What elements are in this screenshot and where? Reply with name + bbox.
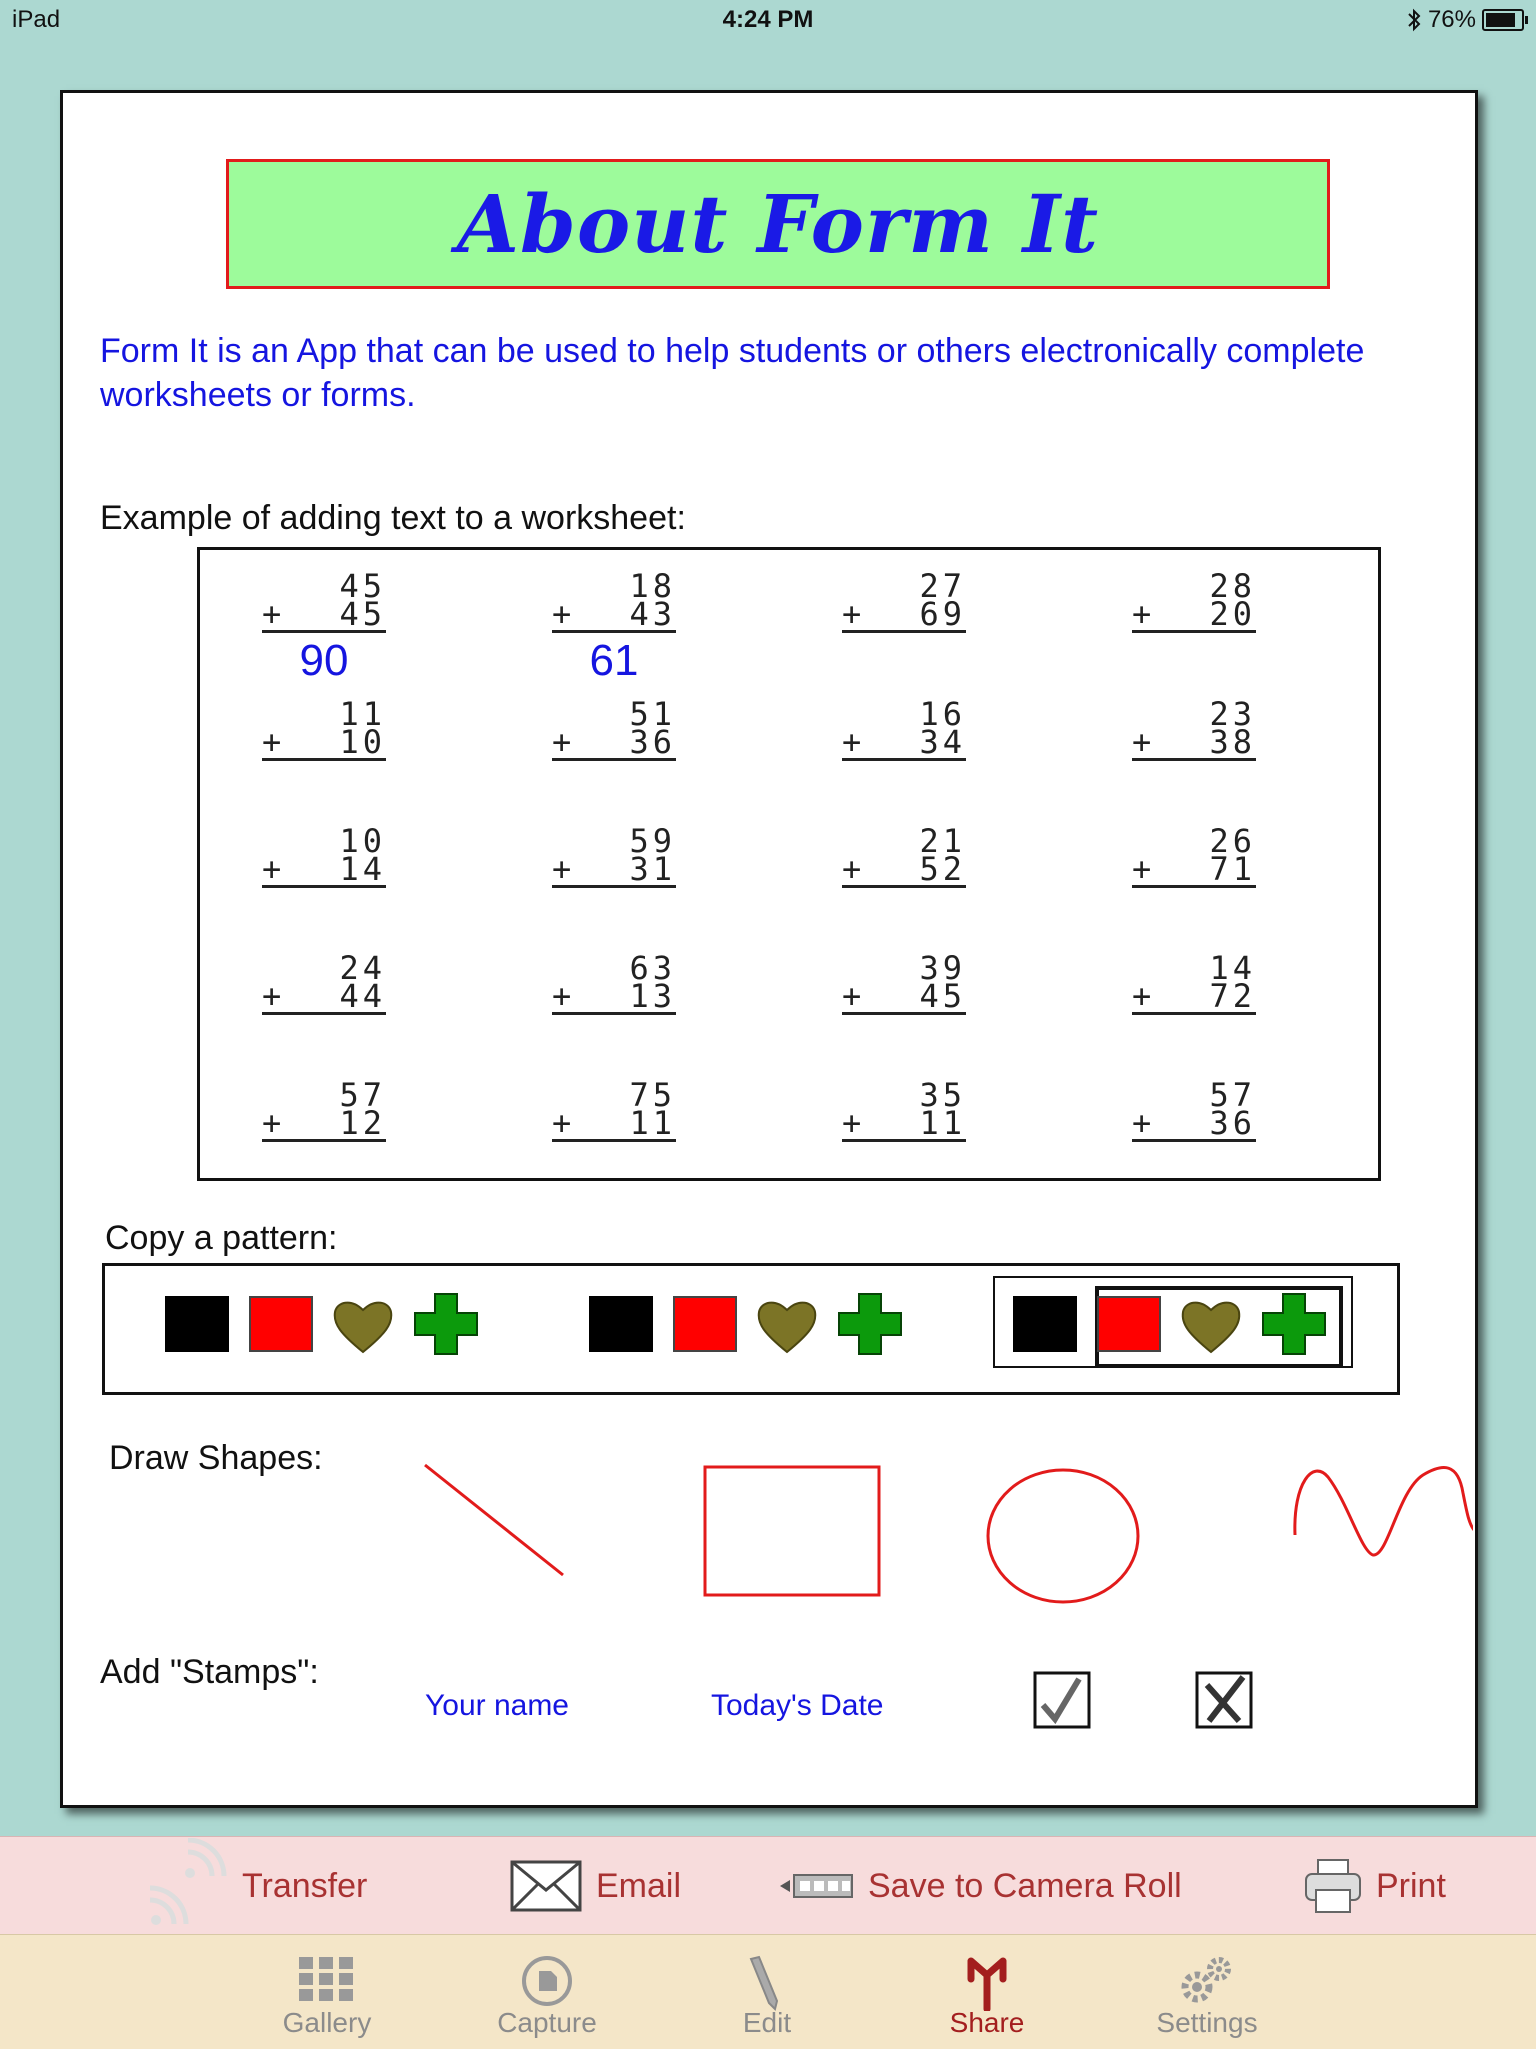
black-square <box>1013 1296 1077 1352</box>
heart-icon <box>331 1296 395 1356</box>
addend-top: 26 <box>1209 822 1256 860</box>
addend-top: 51 <box>629 695 676 733</box>
save-camera-roll-button[interactable] <box>778 1837 1182 1935</box>
addend-top: 27 <box>919 567 966 605</box>
example-label: Example of adding text to a worksheet: <box>100 499 686 537</box>
addend-top: 10 <box>339 822 386 860</box>
addition-problem[interactable] <box>1132 949 1256 1015</box>
pattern-box <box>102 1263 1400 1395</box>
pencil-icon <box>737 1955 797 2011</box>
plus-sign: + <box>842 850 866 888</box>
heart-icon <box>755 1296 819 1356</box>
drawn-rectangle <box>705 1467 879 1595</box>
addend-top: 24 <box>339 949 386 987</box>
worksheet <box>197 547 1381 1181</box>
addend-bottom-row <box>552 723 676 761</box>
plus-sign: + <box>842 1104 866 1142</box>
addend-bottom: 20 <box>1209 595 1256 633</box>
plus-icon <box>837 1292 903 1356</box>
share-arrows-icon <box>957 1955 1017 2011</box>
addend-bottom-row <box>1132 977 1256 1015</box>
intro-text: Form It is an App that can be used to help students or others electronically complete worksheets or forms. <box>100 332 1365 414</box>
tab-share-label: Share <box>949 2007 1025 2038</box>
document-page[interactable] <box>60 90 1478 1808</box>
addend-bottom-row <box>842 1104 966 1142</box>
red-square <box>673 1296 737 1352</box>
addend-bottom-row <box>1132 1104 1256 1142</box>
envelope-icon <box>510 1860 582 1912</box>
plus-icon <box>1261 1292 1327 1356</box>
tab-bar <box>0 1934 1536 2049</box>
plus-sign: + <box>552 595 576 633</box>
tab-edit-label: Edit <box>742 2007 792 2038</box>
battery-icon <box>1482 9 1524 31</box>
addend-bottom-row <box>842 977 966 1015</box>
addition-problem[interactable] <box>262 949 386 1015</box>
plus-icon <box>413 1292 479 1356</box>
addend-bottom-row <box>262 723 386 761</box>
stamps-label: Add "Stamps": <box>100 1653 319 1691</box>
plus-sign: + <box>842 595 866 633</box>
addend-bottom-row <box>1132 595 1256 633</box>
plus-sign: + <box>262 595 286 633</box>
plus-sign: + <box>262 977 286 1015</box>
plus-sign: + <box>262 850 286 888</box>
print-label: Print <box>1376 1866 1446 1905</box>
drawn-wave <box>1295 1468 1473 1556</box>
addition-problem[interactable] <box>1132 1076 1256 1142</box>
addition-problem[interactable] <box>552 695 676 761</box>
addend-bottom: 45 <box>339 595 386 633</box>
addition-problem[interactable] <box>262 822 386 888</box>
plus-sign: + <box>1132 850 1156 888</box>
addend-bottom-row <box>1132 723 1256 761</box>
printer-icon <box>1304 1858 1362 1914</box>
addend-bottom-row <box>842 850 966 888</box>
addend-top: 59 <box>629 822 676 860</box>
addend-bottom: 11 <box>629 1104 676 1142</box>
addition-problem[interactable] <box>552 1076 676 1142</box>
addend-top: 28 <box>1209 567 1256 605</box>
transfer-button[interactable] <box>148 1837 367 1935</box>
drawn-shapes <box>413 1453 1473 1643</box>
plus-sign: + <box>1132 723 1156 761</box>
gears-icon <box>1177 1955 1237 2007</box>
addition-problem[interactable] <box>842 1076 966 1142</box>
red-square <box>249 1296 313 1352</box>
addend-bottom: 11 <box>919 1104 966 1142</box>
plus-sign: + <box>1132 595 1156 633</box>
addend-bottom: 45 <box>919 977 966 1015</box>
addend-bottom: 13 <box>629 977 676 1015</box>
addend-bottom: 31 <box>629 850 676 888</box>
addend-top: 14 <box>1209 949 1256 987</box>
share-toolbar <box>0 1836 1536 1935</box>
camera-roll-label: Save to Camera Roll <box>868 1866 1182 1905</box>
addend-top: 35 <box>919 1076 966 1114</box>
email-label: Email <box>596 1866 682 1905</box>
addend-top: 63 <box>629 949 676 987</box>
addition-problem[interactable] <box>262 1076 386 1142</box>
addend-bottom: 71 <box>1209 850 1256 888</box>
addition-problem[interactable] <box>842 695 966 761</box>
addition-problem[interactable] <box>1132 695 1256 761</box>
addend-top: 18 <box>629 567 676 605</box>
plus-sign: + <box>552 850 576 888</box>
addend-bottom: 36 <box>1209 1104 1256 1142</box>
tab-settings-label: Settings <box>1156 2007 1258 2038</box>
addition-problem[interactable] <box>842 822 966 888</box>
addition-problem[interactable] <box>842 567 966 633</box>
addend-bottom-row <box>552 595 676 633</box>
plus-sign: + <box>262 723 286 761</box>
addend-bottom: 34 <box>919 723 966 761</box>
film-strip-icon <box>778 1871 854 1901</box>
addend-top: 16 <box>919 695 966 733</box>
email-button[interactable] <box>510 1837 681 1935</box>
addend-bottom-row <box>842 723 966 761</box>
grid-icon <box>297 1955 357 2003</box>
stamp-your-name[interactable]: Your name <box>425 1689 569 1722</box>
plus-sign: + <box>1132 977 1156 1015</box>
addend-bottom: 72 <box>1209 977 1256 1015</box>
wifi-transfer-icon <box>148 1838 228 1928</box>
plus-sign: + <box>262 1104 286 1142</box>
addend-top: 11 <box>339 695 386 733</box>
status-bar <box>0 0 1536 40</box>
bluetooth-icon <box>1406 8 1422 32</box>
black-square <box>165 1296 229 1352</box>
status-right <box>1406 6 1524 34</box>
battery-percent: 76% <box>1427 6 1476 33</box>
addend-bottom: 52 <box>919 850 966 888</box>
plus-sign: + <box>552 1104 576 1142</box>
addition-problem[interactable] <box>1132 567 1256 633</box>
addend-bottom: 43 <box>629 595 676 633</box>
shapes-label: Draw Shapes: <box>109 1439 323 1477</box>
tab-gallery-label: Gallery <box>282 2007 372 2038</box>
plus-sign: + <box>552 977 576 1015</box>
addend-top: 21 <box>919 822 966 860</box>
addend-bottom-row <box>262 1104 386 1142</box>
addition-problem[interactable] <box>552 822 676 888</box>
addend-top: 57 <box>1209 1076 1256 1114</box>
device-name: iPad <box>12 6 61 33</box>
addend-bottom-row <box>552 977 676 1015</box>
addend-bottom-row <box>1132 850 1256 888</box>
addend-bottom-row <box>842 595 966 633</box>
tab-edit[interactable] <box>677 1935 857 2049</box>
addend-bottom-row <box>262 977 386 1015</box>
plus-sign: + <box>552 723 576 761</box>
transfer-label: Transfer <box>242 1866 368 1905</box>
addend-top: 75 <box>629 1076 676 1114</box>
stamp-todays-date[interactable]: Today's Date <box>711 1689 884 1722</box>
tab-share[interactable] <box>897 1935 1077 2049</box>
tab-settings[interactable] <box>1117 1935 1297 2049</box>
addend-bottom: 36 <box>629 723 676 761</box>
addend-bottom-row <box>262 595 386 633</box>
drawn-circle <box>988 1470 1138 1602</box>
addend-top: 45 <box>339 567 386 605</box>
tab-capture[interactable] <box>457 1935 637 2049</box>
addend-top: 57 <box>339 1076 386 1114</box>
status-time: 4:24 PM <box>722 6 814 33</box>
addition-problem[interactable] <box>552 567 676 685</box>
addend-bottom: 69 <box>919 595 966 633</box>
checkmark-stamp-icon[interactable] <box>1033 1671 1091 1729</box>
addend-bottom: 10 <box>339 723 386 761</box>
addend-bottom: 44 <box>339 977 386 1015</box>
pattern-label: Copy a pattern: <box>105 1219 338 1257</box>
plus-sign: + <box>842 723 866 761</box>
heart-icon <box>1179 1296 1243 1356</box>
tab-capture-label: Capture <box>497 2007 597 2038</box>
capture-icon <box>517 1955 577 2007</box>
addition-problem[interactable] <box>262 695 386 761</box>
addend-top: 23 <box>1209 695 1256 733</box>
plus-sign: + <box>1132 1104 1156 1142</box>
red-square <box>1097 1296 1161 1352</box>
addition-problem[interactable] <box>842 949 966 1015</box>
addend-bottom: 12 <box>339 1104 386 1142</box>
addition-problem[interactable] <box>1132 822 1256 888</box>
answer-text[interactable]: 90 <box>299 636 349 685</box>
addend-bottom-row <box>552 1104 676 1142</box>
print-button[interactable] <box>1304 1837 1446 1935</box>
addend-top: 39 <box>919 949 966 987</box>
addend-bottom: 38 <box>1209 723 1256 761</box>
title-banner <box>226 159 1330 289</box>
plus-sign: + <box>842 977 866 1015</box>
x-stamp-icon[interactable] <box>1195 1671 1253 1729</box>
tab-gallery[interactable] <box>237 1935 417 2049</box>
addition-problem[interactable] <box>262 567 386 685</box>
drawn-line <box>425 1465 563 1575</box>
addend-bottom: 14 <box>339 850 386 888</box>
addend-bottom-row <box>262 850 386 888</box>
answer-text[interactable]: 61 <box>589 636 639 685</box>
addition-problem[interactable] <box>552 949 676 1015</box>
black-square <box>589 1296 653 1352</box>
page-title: About Form It <box>456 177 1100 271</box>
addend-bottom-row <box>552 850 676 888</box>
